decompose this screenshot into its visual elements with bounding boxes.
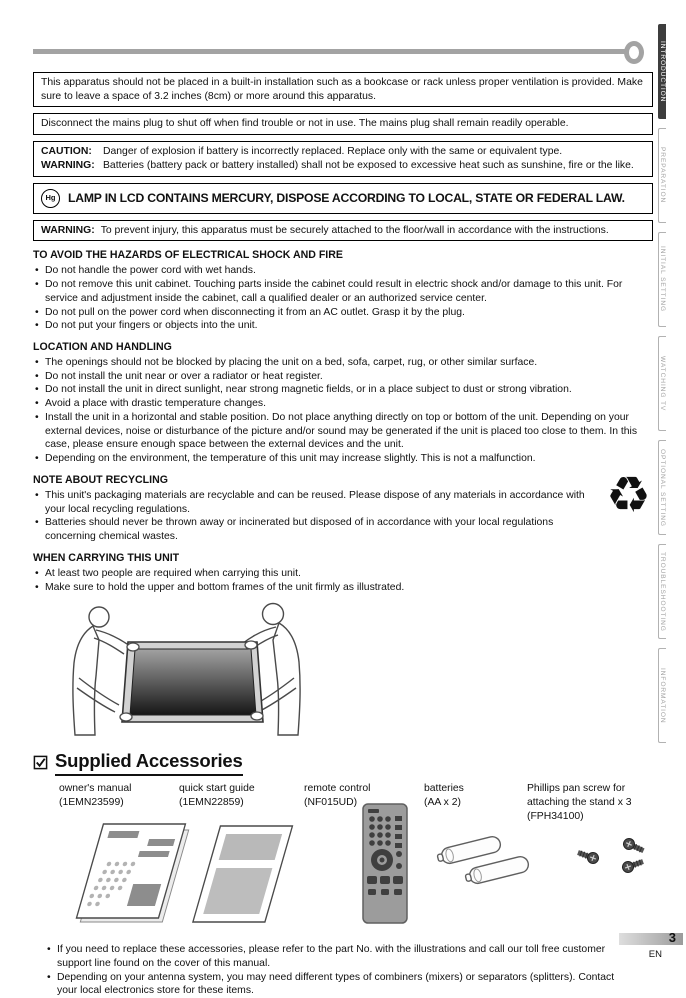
list-item: • Do not install the unit near or over a radiator or heat register. bbox=[33, 370, 653, 384]
tab-label: OPTIONAL SETTING bbox=[659, 448, 666, 527]
list-item: • Do not pull on the power cord when disconnecting it from an AC outlet. Grasp it by the plug. bbox=[33, 306, 653, 320]
section-heading: WHEN CARRYING THIS UNIT bbox=[33, 551, 180, 564]
carrying-tv-illustration bbox=[49, 602, 653, 741]
bullet-list bbox=[33, 356, 653, 466]
notice-ventilation bbox=[33, 72, 653, 107]
list-item: • Depending on the environment, the temperature of this unit may increase slightly. This is not a malfunction. bbox=[33, 452, 653, 466]
caution-text: Danger of explosion if battery is incorrectly replaced. Replace only with the same or equivalent type. bbox=[103, 146, 563, 158]
section-heading: TO AVOID THE HAZARDS OF ELECTRICAL SHOCK AND FIRE bbox=[33, 249, 343, 262]
notice-battery bbox=[33, 141, 653, 176]
warning-label: WARNING: bbox=[41, 159, 95, 171]
accessory-label: owner's manual (1EMN23599) bbox=[59, 783, 132, 809]
injury-warning-label: WARNING: bbox=[41, 224, 95, 236]
list-item: • Avoid a place with drastic temperature changes. bbox=[33, 397, 653, 411]
accessory-remote-control bbox=[304, 782, 424, 931]
list-item: • Do not remove this unit cabinet. Touching parts inside the cabinet could result in electric shock and/or damage to this unit. For service and adjustment inside the cabinet, call a qualified dealer or an authorized service center. bbox=[33, 278, 653, 305]
section-note-about-recycling bbox=[33, 465, 653, 544]
section-heading: NOTE ABOUT RECYCLING bbox=[33, 473, 168, 486]
tab-label: TROUBLESHOOTING bbox=[659, 551, 666, 632]
list-item: • At least two people are required when carrying this unit. bbox=[33, 567, 653, 581]
tab-information bbox=[658, 648, 666, 743]
list-item: • Do not put your fingers or objects into the unit. bbox=[33, 319, 653, 333]
quick-start-guide-illustration bbox=[189, 822, 299, 926]
notice-mains-plug bbox=[33, 113, 653, 135]
list-item: • Do not install the unit in direct sunlight, near strong magnetic fields, or in a place subject to dust or strong vibration. bbox=[33, 383, 653, 397]
two-people-carrying-tv-image bbox=[49, 602, 321, 736]
tab-preparation bbox=[658, 128, 666, 223]
owners-manual-illustration bbox=[67, 820, 189, 924]
mercury-hg-icon: Hg bbox=[41, 189, 60, 208]
warning-row bbox=[41, 159, 645, 173]
tab-label: INITIAL SETTING bbox=[659, 246, 666, 313]
batteries-illustration bbox=[426, 832, 542, 898]
page-number-bar bbox=[619, 930, 683, 945]
accessory-owners-manual bbox=[59, 782, 179, 931]
caution-row bbox=[41, 145, 645, 159]
list-item: • If you need to replace these accessories, please refer to the part No. with the illustrations and call our toll free customer support line found on the cover of this manual. bbox=[45, 943, 633, 970]
notice-injury bbox=[33, 220, 653, 242]
mercury-text: LAMP IN LCD CONTAINS MERCURY, DISPOSE ACCORDING TO LOCAL, STATE OR FEDERAL LAW. bbox=[68, 191, 625, 206]
list-item: • This unit's packaging materials are recyclable and can be reused. Please dispose of any materials in accordance with your local recycling regulations. bbox=[33, 489, 587, 516]
list-item: • Batteries should never be thrown away or incinerated but disposed of in accordance with your local regulations concerning chemical wastes. bbox=[33, 516, 587, 543]
tab-introduction bbox=[658, 24, 666, 119]
tab-label: INTRODUCTION bbox=[659, 40, 666, 103]
tab-label: WATCHING TV bbox=[659, 355, 666, 412]
tab-label: INFORMATION bbox=[659, 667, 666, 724]
accessory-batteries bbox=[424, 782, 527, 931]
tab-watching-tv bbox=[658, 336, 666, 431]
warning-text: Batteries (battery pack or battery installed) shall not be exposed to excessive heat such as sunshine, fire or the like. bbox=[103, 159, 634, 171]
tab-initial-setting bbox=[658, 232, 666, 327]
bullet-list bbox=[33, 264, 653, 333]
accessory-stand-screws bbox=[527, 782, 653, 931]
accessory-label: Phillips pan screw for attaching the stand x 3 (FPH34100) bbox=[527, 783, 632, 823]
accessory-label: remote control (NF015UD) bbox=[304, 783, 371, 809]
tab-label: PREPARATION bbox=[659, 147, 666, 204]
remote-control-illustration bbox=[358, 802, 412, 926]
accessory-quick-start-guide bbox=[179, 782, 304, 931]
tab-troubleshooting bbox=[658, 544, 666, 639]
screws-illustration bbox=[579, 831, 655, 883]
bullet-list bbox=[33, 489, 653, 544]
supplied-accessories-heading bbox=[33, 749, 653, 776]
section-heading: LOCATION AND HANDLING bbox=[33, 341, 172, 354]
injury-text: To prevent injury, this apparatus must be securely attached to the floor/wall in accordance with the instructions. bbox=[100, 224, 609, 236]
notice-mercury bbox=[33, 183, 653, 214]
supplied-accessories-title: Supplied Accessories bbox=[55, 749, 243, 776]
notice-text: This apparatus should not be placed in a built-in installation such as a bookcase or rack unless proper ventilation is provided. Make sure to leave a space of 3.2 inches (8cm) or more around this apparatus. bbox=[41, 77, 643, 102]
list-item: • Do not handle the power cord with wet hands. bbox=[33, 264, 653, 278]
accessories-row bbox=[59, 782, 653, 931]
section-when-carrying-this-unit bbox=[33, 552, 653, 594]
list-item: • Depending on your antenna system, you may need different types of combiners (mixers) or separators (splitters). Contact your local electronics store for these items. bbox=[45, 971, 633, 998]
section-electrical-shock-and-fire bbox=[33, 249, 653, 333]
list-item: • The openings should not be blocked by placing the unit on a bed, sofa, carpet, rug, or other similar surface. bbox=[33, 356, 653, 370]
tab-optional-setting bbox=[658, 440, 666, 535]
chapter-tab-rail bbox=[658, 24, 686, 752]
notice-text: Disconnect the mains plug to shut off when find trouble or not in use. The mains plug shall remain readily operable. bbox=[41, 118, 569, 130]
page-language: EN bbox=[648, 949, 662, 960]
list-item: • Make sure to hold the upper and bottom frames of the unit firmly as illustrated. bbox=[33, 581, 653, 595]
accessory-label: quick start guide (1EMN22859) bbox=[179, 783, 255, 809]
caution-label: CAUTION: bbox=[41, 146, 92, 158]
page-content bbox=[33, 72, 653, 998]
page-number: 3 bbox=[668, 930, 676, 945]
bullet-list bbox=[33, 567, 653, 594]
checked-checkbox-icon bbox=[33, 755, 48, 770]
recycle-icon: ♻ bbox=[606, 465, 651, 524]
list-item: • Install the unit in a horizontal and stable position. Do not place anything directly on top or bottom of the unit. Depending on your external devices, noise or disturbance of the picture and/or sound may be generated if the unit is placed too close to them. In this case, please ensure enough space between the external devices and the unit. bbox=[33, 411, 653, 452]
accessory-label: batteries (AA x 2) bbox=[424, 783, 464, 809]
section-location-and-handling bbox=[33, 341, 653, 466]
top-rule-ring bbox=[624, 41, 644, 64]
top-rule bbox=[33, 49, 625, 54]
accessory-notes bbox=[45, 943, 633, 998]
